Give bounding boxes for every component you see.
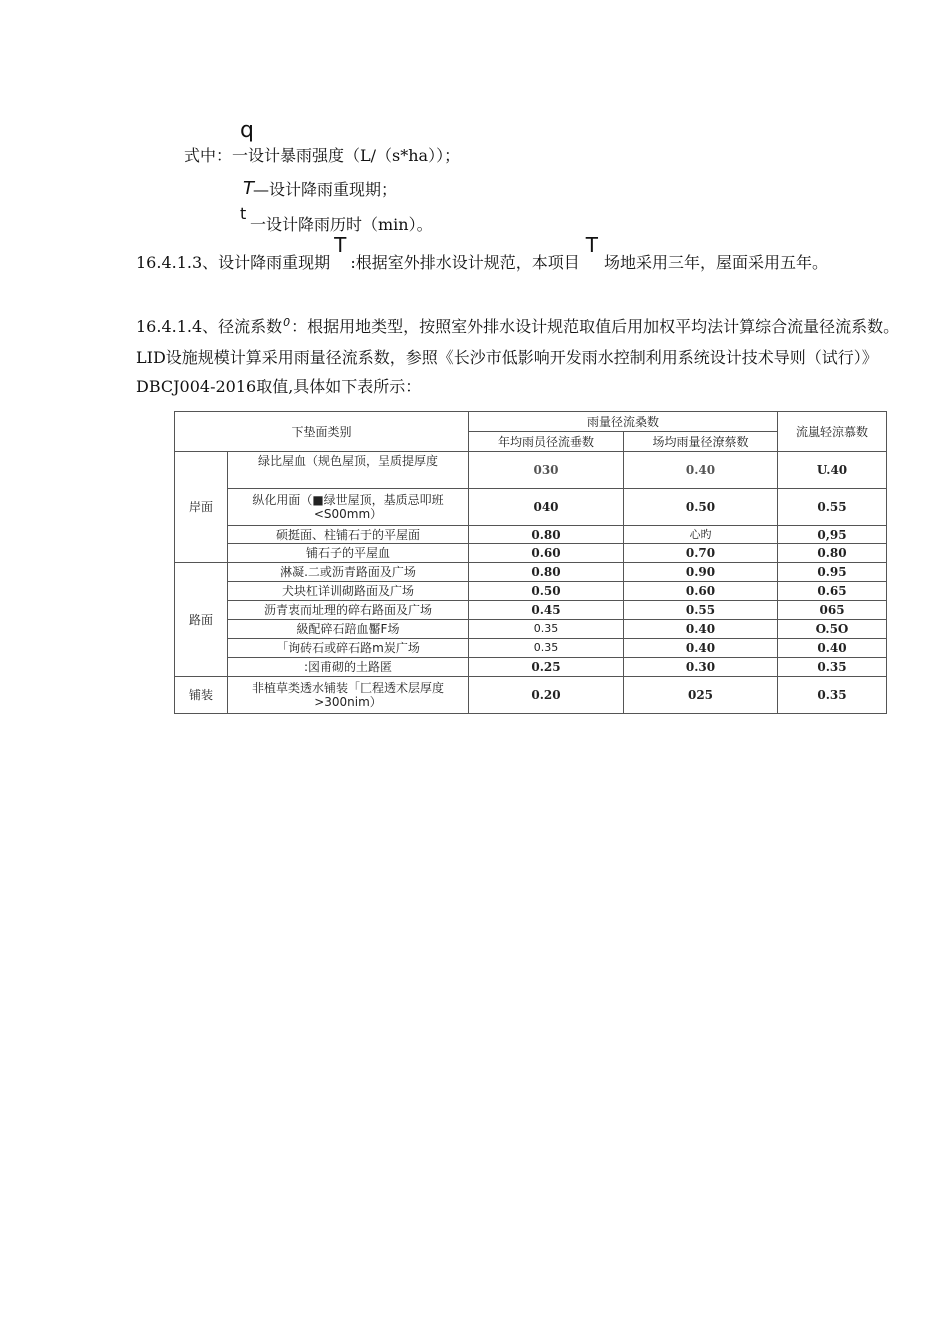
event-value-cell: 0.40 [624,639,778,658]
T-symbol: T [243,178,254,199]
table-row [175,452,887,489]
header-event-coefficient: 场均雨量径潦蔡数 [624,432,778,452]
table-row [175,489,887,526]
group-label: 路面 [175,563,228,677]
surface-type-cell: 纵化用面（■绿世屋顶，基质忌叩班<S00mm） [228,489,469,526]
table-row [175,677,887,714]
event-value-cell: 0.30 [624,658,778,677]
table-row [175,563,887,582]
surface-type-cell: 級配碎石踣血靨F场 [228,620,469,639]
flow-value-cell: 0.65 [778,582,887,601]
header-rainfall-coefficient-group: 雨量径流桑数 [469,412,778,432]
flow-value-cell: 0.80 [778,544,887,563]
event-value-cell: 0.90 [624,563,778,582]
flow-value-cell: 0.40 [778,639,887,658]
q-symbol: q [240,118,254,143]
flow-value-cell: 065 [778,601,887,620]
table-row [175,639,887,658]
event-value-cell: 0.60 [624,582,778,601]
para1-text-2: :根据室外排水设计规范，本项目 [350,253,580,272]
para1-T-symbol-2: T [585,233,599,257]
annual-value-cell: 0.80 [469,526,624,544]
annual-value-cell: 0.25 [469,658,624,677]
table-row [175,601,887,620]
surface-type-cell: 绿比屋血（规色屋顶，呈质提厚度 [228,452,469,489]
surface-type-cell: 非植草类透水铺装「匚程透术层厚度>300nim） [228,677,469,714]
flow-value-cell: 0.35 [778,677,887,714]
event-value-cell: 025 [624,677,778,714]
surface-type-cell: 「询砖石或碎石路m炭广场 [228,639,469,658]
group-label: 铺装 [175,677,228,714]
para2-text-2: ：根据用地类型，按照室外排水设计规范取值后用加权平均法计算综合流量径流系数。LID设施规模计算采用雨量径流系数，参照《长沙市低影响开发雨水控制利用系统设计技术导则（试行）》DBCJ004-2016取值,具体如下表所示： [136,317,900,396]
paragraph-runoff-coefficient [136,312,916,401]
event-value-cell: 0.50 [624,489,778,526]
flow-value-cell: O.5O [778,620,887,639]
para1-T-symbol: T [334,233,347,257]
table-row [175,544,887,563]
annual-value-cell: 030 [469,452,624,489]
T-definition: —设计降雨重现期； [253,180,398,199]
event-value-cell: 0.40 [624,452,778,489]
para1-text-3: 场地采用三年，屋面采用五年。 [604,253,829,272]
event-value-cell: 0.40 [624,620,778,639]
annual-value-cell: 0.35 [469,639,624,658]
header-annual-coefficient: 年均雨员径流垂数 [469,432,624,452]
annual-value-cell: 0.80 [469,563,624,582]
flow-value-cell: 0.55 [778,489,887,526]
para2-text-1: 16.4.1.4、径流系数 [136,317,283,336]
flow-value-cell: 0.95 [778,563,887,582]
annual-value-cell: 0.60 [469,544,624,563]
surface-type-cell: :図甫砌的土路匿 [228,658,469,677]
surface-type-cell: 硕挺面、柱铺石于的平屋面 [228,526,469,544]
surface-type-cell: 铺石子的平屋血 [228,544,469,563]
t-definition: 一设计降雨历时（min）。 [250,215,433,234]
event-value-cell: 0.55 [624,601,778,620]
t-symbol: t [240,204,247,223]
runoff-coefficient-table [174,411,887,714]
annual-value-cell: 0.50 [469,582,624,601]
table-row [175,658,887,677]
table-row [175,526,887,544]
group-label: 岸面 [175,452,228,563]
event-value-cell: 0.70 [624,544,778,563]
annual-value-cell: 0.20 [469,677,624,714]
para2-symbol: 0 [283,316,291,329]
surface-type-cell: 沥青衷而址理的碎右路面及广场 [228,601,469,620]
header-flow-coefficient: 流嵐轻涼慕数 [778,412,887,452]
header-surface-type: 下垫面类别 [175,412,469,452]
flow-value-cell: U.40 [778,452,887,489]
surface-type-cell: 淋凝.二或沥青路面及广场 [228,563,469,582]
para1-text-1: 16.4.1.3、设计降雨重现期 [136,253,331,272]
table-row [175,582,887,601]
annual-value-cell: 040 [469,489,624,526]
table-row [175,620,887,639]
annual-value-cell: 0.45 [469,601,624,620]
flow-value-cell: 0,95 [778,526,887,544]
paragraph-return-period [136,233,916,277]
flow-value-cell: 0.35 [778,658,887,677]
surface-type-cell: 犬块杠详训砌路面及广场 [228,582,469,601]
annual-value-cell: 0.35 [469,620,624,639]
event-value-cell: 心旳 [624,526,778,544]
q-definition: 式中：一设计暴雨强度（L/（s*ha））； [184,146,461,165]
